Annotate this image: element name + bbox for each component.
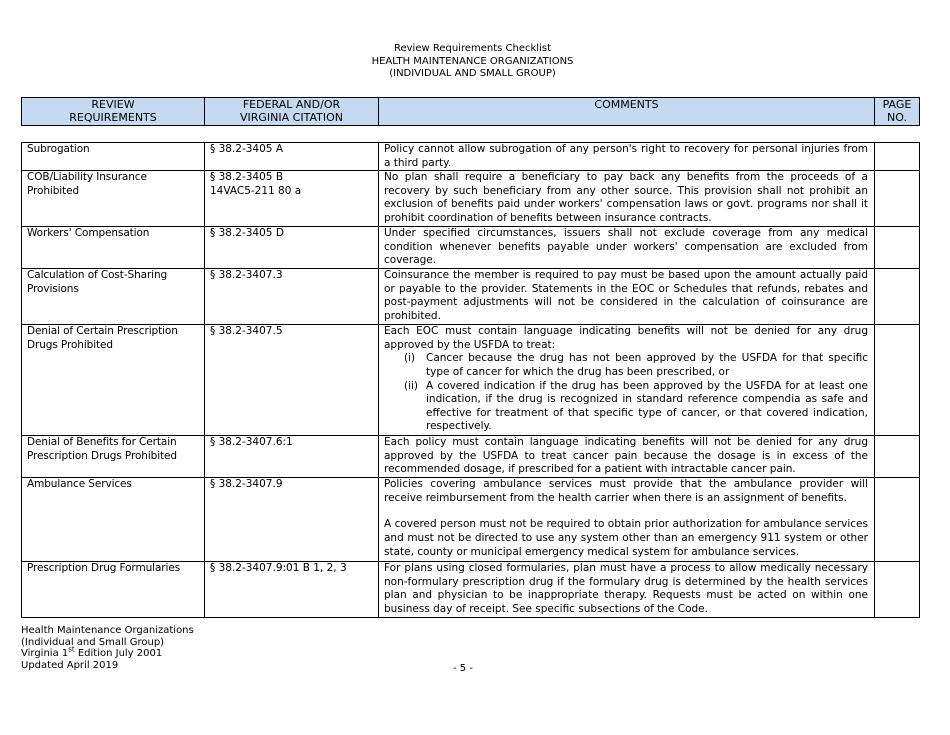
header-citation [205,98,379,126]
page-no-cell [875,171,920,227]
citation-cell: § 38.2-3407.6:1 [205,436,379,478]
table-row [22,171,920,227]
page-no-cell [875,143,920,171]
table-row [22,227,920,269]
citation-line: 14VAC5-211 80 a [210,184,302,197]
list-item-number: (ii) [404,379,419,392]
footer-edition-suffix: Edition July 2001 [74,648,163,659]
requirement-cell: Calculation of Cost-Sharing Provisions [22,269,205,325]
header-page-line2: NO. [887,111,907,124]
requirement-cell: Denial of Benefits for Certain Prescription Drugs Prohibited [22,436,205,478]
header-comments [379,98,875,126]
requirements-table [21,142,920,618]
comment-text: For plans using closed formularies, plan must have a process to allow medically necessary non-formulary prescription drug if the formulary drug is determined by the health services plan and physician to be inappropriate therapy. Requests must be acted on within one business day of receipt. See specific subsections of the Code. [384,562,868,615]
requirement-cell: Workers' Compensation [22,227,205,269]
list-item-text: A covered indication if the drug has been approved by the USFDA for at least one indication, if the drug is recognized in standard reference compendia as safe and effective for treatment of that specific type of cancer, or that covered indication, respectively. [426,379,868,433]
page-no-cell [875,436,920,478]
footer-line-3 [21,645,194,660]
comment-cell [379,227,875,269]
page-no-cell [875,478,920,562]
citation-cell: § 38.2-3407.9 [205,478,379,562]
citation-line: § 38.2-3405 B [210,171,284,184]
list-item-text: Cancer because the drug has not been approved by the USFDA for that specific type of cancer for which the drug has been prescribed, or [426,352,868,378]
title-line-1: Review Requirements Checklist [393,43,551,54]
header-review-requirements [22,98,205,126]
column-header-table [21,97,920,126]
page-no-cell [875,562,920,618]
footer-edition-superscript: st [68,645,75,654]
page-no-cell [875,227,920,269]
table-row [22,143,920,171]
comment-cell [379,478,875,562]
citation-cell: § 38.2-3405 D [205,227,379,269]
roman-list [384,352,868,434]
column-header-row [22,98,920,126]
comment-text: Policies covering ambulance services must provide that the ambulance provider will receive reimbursement from the health carrier when there is an assignment of benefits. [384,478,868,504]
page-number: - 5 - [453,663,473,674]
table-row [22,478,920,562]
table-row [22,562,920,618]
title-line-3: (INDIVIDUAL AND SMALL GROUP) [389,68,556,79]
comment-text: Coinsurance the member is required to pay must be based upon the amount actually paid or payable to the provider. Statements in the EOC or Schedules that refunds, rebates and post-payment adjustments will not be considered in the calculation of coinsurance are prohibited. [384,269,868,322]
list-item [384,352,868,379]
page-no-cell [875,269,920,325]
header-cit-line1: FEDERAL AND/OR [242,98,341,111]
comment-text: Each policy must contain language indicating benefits will not be denied for any drug approved by the USFDA to treat cancer pain because the dosage is in excess of the recommended dosage, if prescribed for a patient with intractable cancer pain. [384,436,868,476]
header-page-line1: PAGE [882,98,912,111]
comment-text: Policy cannot allow subrogation of any person's right to recovery for personal injuries from a third party. [384,143,868,169]
table-row [22,269,920,325]
comment-cell [379,143,875,171]
footer-line-2: (Individual and Small Group) [21,636,165,648]
comment-cell [379,171,875,227]
comment-text: A covered person must not be required to obtain prior authorization for ambulance services and must not be directed to use any system other than an emergency 911 system or other state, county or municipal emergency medical system for ambulance services. [384,518,868,558]
citation-cell: § 38.2-3407.9:01 B 1, 2, 3 [205,562,379,618]
citation-cell: § 38.2-3405 A [205,143,379,171]
footer-edition-prefix: Virginia 1 [21,648,69,659]
footer-line-1: Health Maintenance Organizations [21,625,194,636]
comment-cell [379,436,875,478]
header-page-no [875,98,920,126]
list-item-number: (i) [404,352,416,365]
table-row [22,325,920,436]
requirement-cell: Prescription Drug Formularies [22,562,205,618]
header-req-line1: REVIEW [91,98,135,111]
comment-text: No plan shall require a beneficiary to pay back any benefits from the proceeds of a recovery by such beneficiary from any other source. This provision shall not prohibit an exclusion of benefits paid under workers' compensation laws or govt. programs nor shall it prohibit coordination of benefits between insurance contracts. [384,171,868,224]
title-line-2: HEALTH MAINTENANCE ORGANIZATIONS [371,55,574,67]
citation-cell: § 38.2-3407.5 [205,325,379,436]
comment-cell [379,562,875,618]
citation-cell [205,171,379,227]
table-row [22,436,920,478]
footer [21,625,194,671]
header-cit-line2: VIRGINIA CITATION [240,111,343,124]
header-req-line2: REQUIREMENTS [69,111,157,124]
comment-cell [379,269,875,325]
requirement-cell: Ambulance Services [22,478,205,562]
requirement-cell: Denial of Certain Prescription Drugs Prohibited [22,325,205,436]
list-item [384,380,868,434]
footer-line-4: Updated April 2019 [21,659,119,671]
requirement-cell: Subrogation [22,143,205,171]
requirement-cell: COB/Liability Insurance Prohibited [22,171,205,227]
comment-text: Each EOC must contain language indicating benefits will not be denied for any drug approved by the USFDA to treat: [384,325,868,351]
citation-cell: § 38.2-3407.3 [205,269,379,325]
comment-text: Under specified circumstances, issuers shall not exclude coverage from any medical condition whenever benefits payable under workers' compensation are excluded from coverage. [384,227,868,267]
page-no-cell [875,325,920,436]
comment-cell [379,325,875,436]
document-title [0,43,945,81]
header-comments-label: COMMENTS [594,98,659,111]
